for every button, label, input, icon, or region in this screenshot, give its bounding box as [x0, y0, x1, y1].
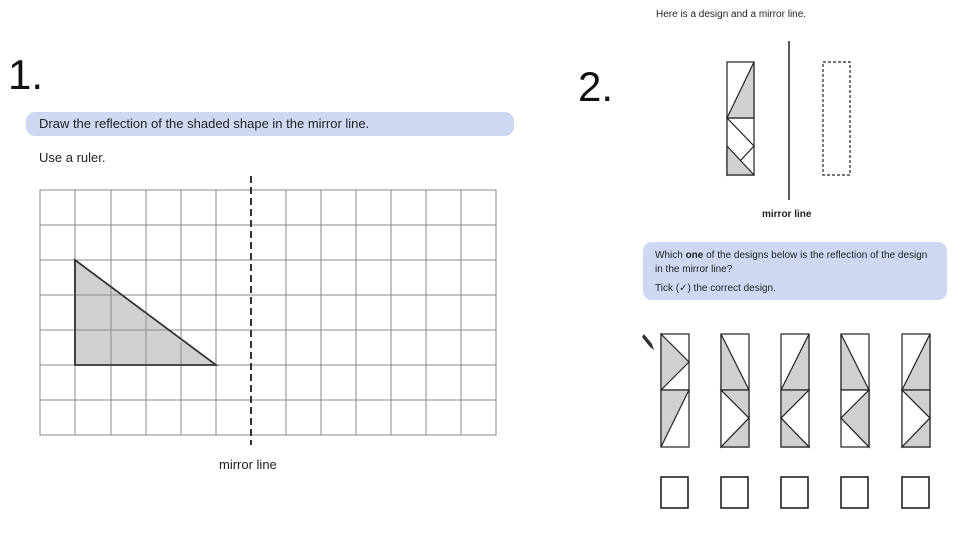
question-2-number: 2.	[578, 63, 614, 110]
mirror-line-label: mirror line	[762, 209, 812, 220]
question-2-question: Which one of the designs below is the reflection of the design in the mirror line?	[655, 250, 928, 275]
question-2-instruction	[643, 242, 947, 300]
question-1-sub-instruction: Use a ruler.	[39, 150, 106, 165]
pencil-icon	[642, 334, 654, 350]
answer-options	[640, 328, 940, 513]
question-1-instruction: Draw the reflection of the shaded shape in the mirror line.	[26, 112, 514, 136]
option-4-design	[841, 334, 869, 447]
question-1-number: 1.	[8, 51, 44, 98]
option-3-design	[781, 334, 809, 447]
question-2-intro: Here is a design and a mirror line.	[656, 9, 807, 20]
original-design	[727, 62, 754, 175]
option-1-checkbox[interactable]	[661, 477, 688, 508]
option-4-checkbox[interactable]	[841, 477, 868, 508]
option-5-checkbox[interactable]	[902, 477, 929, 508]
option-3-checkbox[interactable]	[781, 477, 808, 508]
design-and-mirror	[700, 38, 860, 208]
empty-reflection-box	[823, 62, 850, 175]
question-2-tick-instruction: Tick (✓) the correct design.	[655, 283, 776, 294]
option-2-checkbox[interactable]	[721, 477, 748, 508]
option-5-design	[902, 334, 930, 447]
grid-figure	[0, 170, 520, 450]
option-1-design	[661, 334, 689, 447]
mirror-line-label: mirror line	[219, 457, 277, 472]
option-2-design	[721, 334, 749, 447]
